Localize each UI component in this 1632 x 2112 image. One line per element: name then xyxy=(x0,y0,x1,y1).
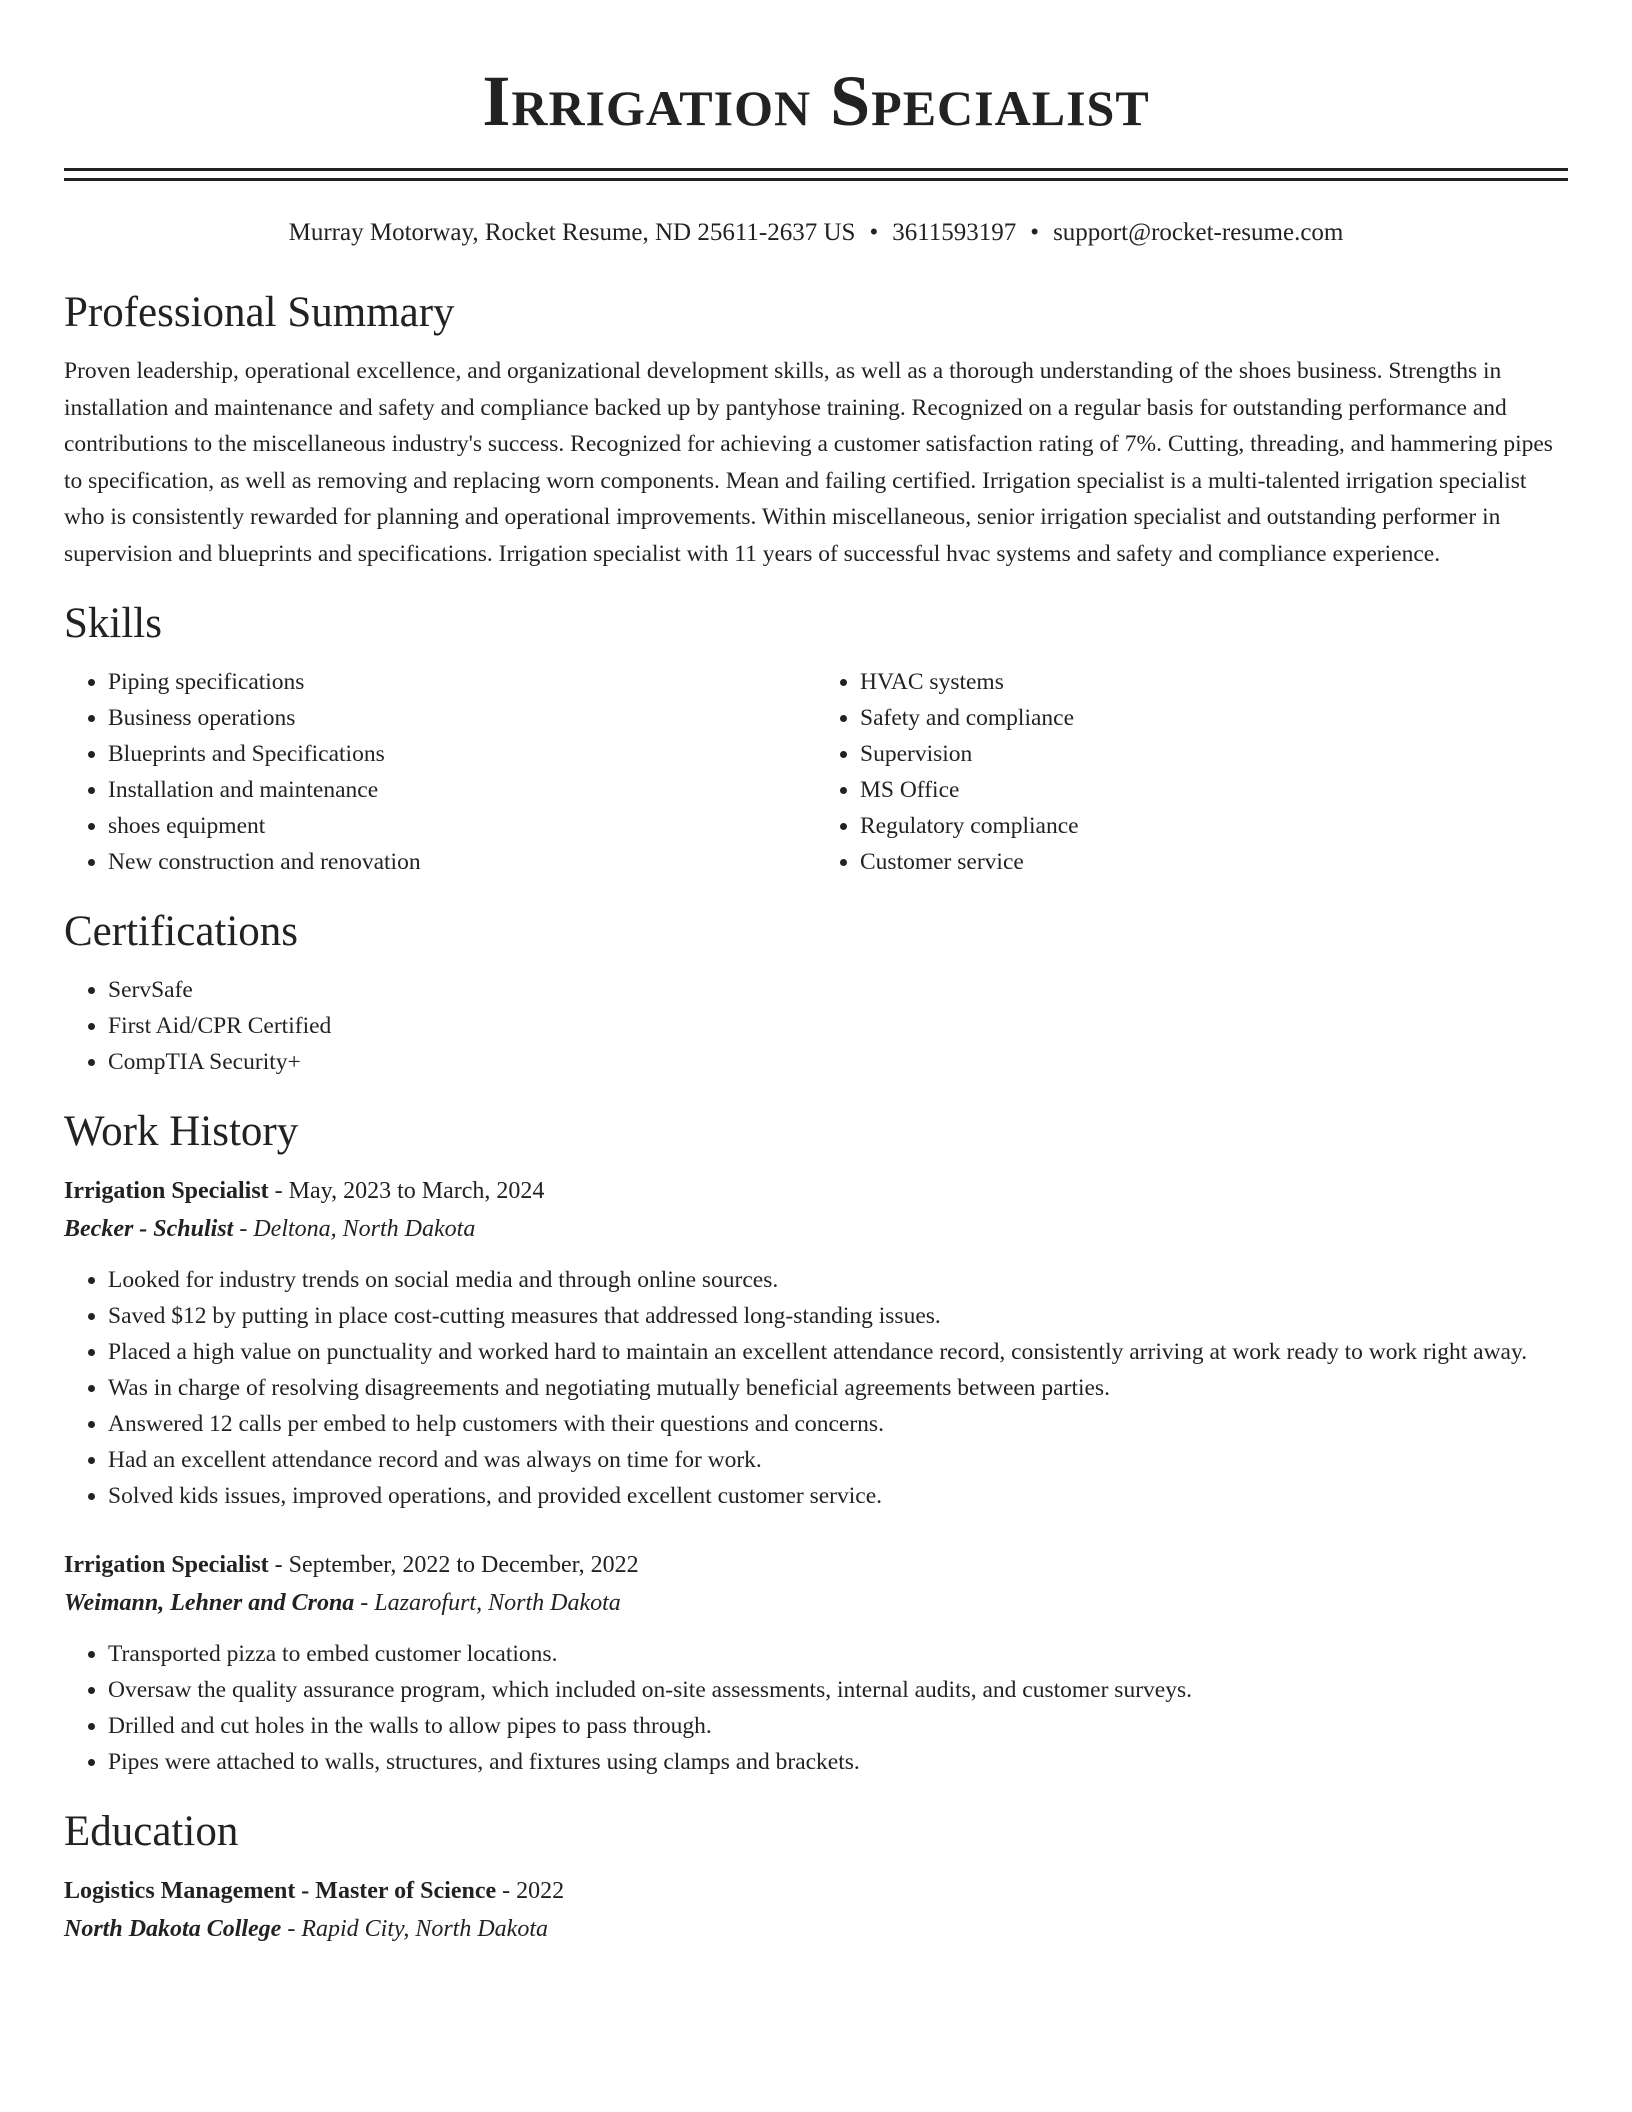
skill-item: • Safety and compliance xyxy=(860,700,1568,736)
job-entry xyxy=(64,1546,1568,1780)
job-bullet: • Oversaw the quality assurance program, which included on-site assessments, internal audits, and customer surveys. xyxy=(108,1672,1568,1708)
education-degree-line xyxy=(64,1872,1568,1910)
education-degree: Logistics Management - Master of Science xyxy=(64,1878,497,1904)
skill-item: • shoes equipment xyxy=(108,808,816,844)
skill-item: • Business operations xyxy=(108,700,816,736)
skill-item: • Installation and maintenance xyxy=(108,772,816,808)
job-bullet: • Was in charge of resolving disagreements and negotiating mutually beneficial agreements between parties. xyxy=(108,1370,1568,1406)
education-school: North Dakota College xyxy=(64,1916,282,1942)
education-entry xyxy=(64,1872,1568,1948)
job-bullet: • Solved kids issues, improved operations, and provided excellent customer service. xyxy=(108,1478,1568,1514)
education-location: - Rapid City, North Dakota xyxy=(281,1916,549,1942)
job-bullet: • Pipes were attached to walls, structures, and fixtures using clamps and brackets. xyxy=(108,1744,1568,1780)
job-title: Irrigation Specialist xyxy=(64,1552,269,1578)
certifications-list xyxy=(64,972,1568,1080)
education-year: - 2022 xyxy=(496,1878,565,1904)
resume-name: Irrigation Specialist xyxy=(482,61,1150,141)
skill-item: • HVAC systems xyxy=(860,664,1568,700)
header-rule-bottom xyxy=(64,178,1568,181)
certification-item: • First Aid/CPR Certified xyxy=(108,1008,1568,1044)
skill-item: • MS Office xyxy=(860,772,1568,808)
skill-item: • Supervision xyxy=(860,736,1568,772)
skill-item: • New construction and renovation xyxy=(108,844,816,880)
job-entry xyxy=(64,1172,1568,1514)
skill-item: • Piping specifications xyxy=(108,664,816,700)
job-bullet: • Saved $12 by putting in place cost-cutting measures that addressed long-standing issues. xyxy=(108,1298,1568,1334)
job-bullet: • Drilled and cut holes in the walls to allow pipes to pass through. xyxy=(108,1708,1568,1744)
job-company: Weimann, Lehner and Crona xyxy=(64,1590,355,1616)
job-bullets xyxy=(64,1262,1568,1514)
skills-columns xyxy=(64,664,1568,880)
work-history-heading: Work History xyxy=(64,1108,299,1155)
job-location: - Lazarofurt, North Dakota xyxy=(354,1590,621,1616)
contact-line xyxy=(64,217,1568,249)
job-bullets xyxy=(64,1636,1568,1780)
skills-right-list xyxy=(816,664,1568,880)
job-company: Becker - Schulist xyxy=(64,1216,234,1242)
contact-separator: • xyxy=(869,219,879,246)
education-heading: Education xyxy=(64,1808,239,1855)
job-bullet: • Looked for industry trends on social media and through online sources. xyxy=(108,1262,1568,1298)
contact-address: Murray Motorway, Rocket Resume, ND 25611-2637 US xyxy=(288,219,856,246)
job-bullet: • Transported pizza to embed customer locations. xyxy=(108,1636,1568,1672)
header-rule-top xyxy=(64,168,1568,171)
job-bullet: • Placed a high value on punctuality and worked hard to maintain an excellent attendance record, consistently arriving at work ready to work right away. xyxy=(108,1334,1568,1370)
summary-text: Proven leadership, operational excellence, and organizational development skills, as well as a thorough understanding of the shoes business. Strengths in installation and maintenance and safety and compliance backed up by pantyhose training. Recognized on a regular basis for outstanding performance and contributions to the miscellaneous industry's success. Recognized for achieving a customer satisfaction rating of 7%. Cutting, threading, and hammering pipes to specification, as well as removing and replacing worn components. Mean and failing certified. Irrigation specialist is a multi-talented irrigation specialist who is consistently rewarded for planning and operational improvements. Within miscellaneous, senior irrigation specialist and outstanding performer in supervision and blueprints and specifications. Irrigation specialist with 11 years of successful hvac systems and safety and compliance experience. xyxy=(64,358,1553,567)
summary-heading: Professional Summary xyxy=(64,289,455,336)
certification-item: • ServSafe xyxy=(108,972,1568,1008)
contact-separator: • xyxy=(1030,219,1040,246)
job-title: Irrigation Specialist xyxy=(64,1178,269,1204)
education-school-line xyxy=(64,1910,1568,1948)
contact-email: support@rocket-resume.com xyxy=(1053,219,1344,246)
job-dates: - September, 2022 to December, 2022 xyxy=(268,1552,639,1578)
job-title-line xyxy=(64,1546,1568,1584)
job-bullet: • Had an excellent attendance record and was always on time for work. xyxy=(108,1442,1568,1478)
job-company-line xyxy=(64,1210,1568,1248)
skill-item: • Blueprints and Specifications xyxy=(108,736,816,772)
job-company-line xyxy=(64,1584,1568,1622)
work-history-list xyxy=(64,1172,1568,1780)
job-dates: - May, 2023 to March, 2024 xyxy=(268,1178,545,1204)
contact-phone: 3611593197 xyxy=(892,219,1017,246)
skills-left-list xyxy=(64,664,816,880)
skills-heading: Skills xyxy=(64,600,162,647)
certifications-heading: Certifications xyxy=(64,908,299,955)
job-title-line xyxy=(64,1172,1568,1210)
job-location: - Deltona, North Dakota xyxy=(233,1216,476,1242)
job-bullet: • Answered 12 calls per embed to help customers with their questions and concerns. xyxy=(108,1406,1568,1442)
skill-item: • Regulatory compliance xyxy=(860,808,1568,844)
skill-item: • Customer service xyxy=(860,844,1568,880)
certification-item: • CompTIA Security+ xyxy=(108,1044,1568,1080)
